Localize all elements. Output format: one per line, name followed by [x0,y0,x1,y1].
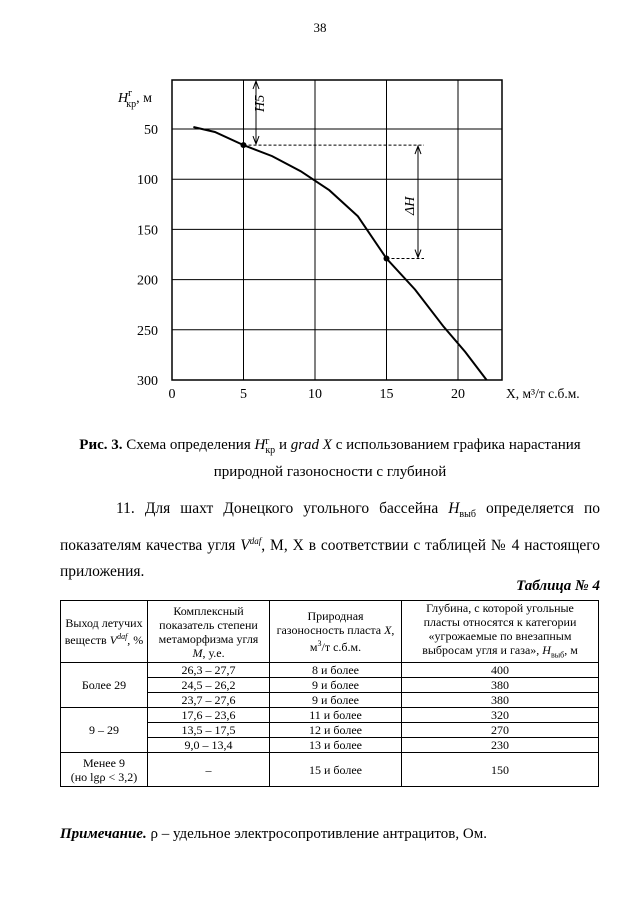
cell-volatile: Более 29 [61,663,148,708]
table-row [61,663,599,678]
cell-depth: 400 [402,663,599,678]
chart-annotations [244,81,425,259]
cell-depth: 380 [402,693,599,708]
cell-m: 24,5 – 26,2 [148,678,270,693]
chart-labels [117,88,580,402]
header-volatile: Выход летучих веществ $V^{daf}$, % [61,601,148,663]
caption-h-sub: кр [265,444,276,456]
y-tick-label: 50 [144,123,158,138]
cell-depth: 230 [402,738,599,753]
y-tick-label: 300 [137,374,158,389]
y-tick-label: 200 [137,273,158,289]
caption-text-1: Схема определения [126,437,255,453]
cell-volatile [61,753,148,787]
data-point [241,142,247,148]
chart-series [193,127,486,380]
para-part-1: 11. Для шахт Донецкого угольного бассейна [116,500,449,517]
header-depth: Глубина, с которой угольные пласты относятся к категории «угрожаемые по внезапным выбросам угля и газа», $Н_{выб}$, м [402,601,599,663]
cell-m: 23,7 – 27,6 [148,693,270,708]
caption-line-1 [60,432,600,459]
x-axis-label: X, м³/т с.б.м. [506,386,580,401]
caption-text-2: с использованием графика нарастания [331,437,581,453]
x-tick-label: 10 [308,387,322,402]
cell-m: – [148,753,270,787]
note [60,826,487,843]
cell-m: 13,5 – 17,5 [148,723,270,738]
y-tick-label: 250 [137,323,158,339]
para-v: V [240,537,250,555]
x-tick-label: 0 [168,387,176,402]
series-line [193,127,486,380]
cell-x: 8 и более [270,663,402,678]
caption-prefix: Рис. 3. [79,437,123,453]
para-part-2: определяется по показателям качества угля [60,500,600,555]
para-part-3: , M, X в соответствии с таблицей № 4 настоящего приложения. [60,537,600,581]
x-tick-label: 5 [240,387,247,402]
table-header-row [61,601,599,663]
table-4 [60,600,599,787]
chart-grid [172,80,502,380]
cell-depth: 150 [402,753,599,787]
dh-label: ΔH [403,196,418,215]
caption-and: и [275,437,291,453]
cell-depth: 270 [402,723,599,738]
cell-x: 12 и более [270,723,402,738]
y-tick-label: 150 [137,223,158,239]
header-metamorphism: Комплексный показатель степени метаморфизма угля M, у.е. [148,601,270,663]
x-tick-label: 15 [379,387,394,402]
cell-x: 9 и более [270,678,402,693]
cell-m: 26,3 – 27,7 [148,663,270,678]
h5-label: H5 [253,94,268,112]
cell-volatile: 9 – 29 [61,708,148,753]
caption-grad: grad X [290,437,332,453]
y-tick-label: 100 [137,173,158,189]
cell-x: 15 и более [270,753,402,787]
plot-frame [172,80,502,380]
caption-line-2: природной газоносности с глубиной [213,464,447,480]
paragraph-11 [60,496,600,585]
cell-depth: 380 [402,678,599,693]
volatile-line-2: (но lgρ < 3,2) [70,769,138,784]
y-axis-label: $Н^г$ кр, м [118,88,152,110]
table-row [61,708,599,723]
table-row [61,753,599,787]
para-h-sub: выб [459,509,476,521]
note-label: Примечание. [60,826,147,842]
table-title: Таблица № 4 [516,578,600,594]
caption-h-sup: г [265,435,270,447]
x-tick-label: 20 [451,387,465,402]
para-v-sup: daf [249,536,262,547]
figure-caption [60,432,600,486]
volatile-line-1: Менее 9 [83,755,125,770]
header-gas-content: Природная газоносность пласта X, $м^3/т$ с.б.м. [270,601,402,663]
cell-x: 11 и более [270,708,402,723]
cell-m: 9,0 – 13,4 [148,738,270,753]
cell-x: 9 и более [270,693,402,708]
note-text: ρ – удельное электросопротивление антрацитов, Ом. [146,826,487,842]
cell-depth: 320 [402,708,599,723]
gas-content-chart [0,0,640,420]
cell-m: 17,6 – 23,6 [148,708,270,723]
page-number: 38 [313,20,327,35]
cell-x: 13 и более [270,738,402,753]
para-h: Н [448,500,460,517]
caption-h: Н [254,437,266,453]
data-point [384,256,390,262]
